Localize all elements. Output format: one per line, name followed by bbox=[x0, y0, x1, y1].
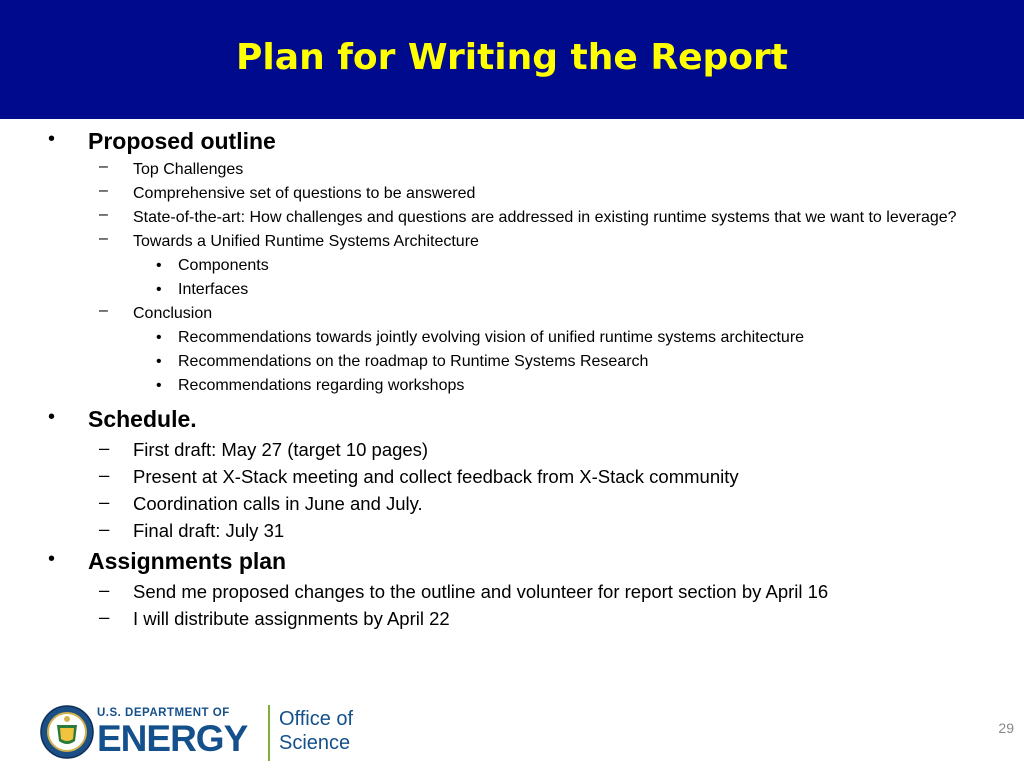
dash-icon: – bbox=[99, 206, 108, 223]
dash-icon: – bbox=[99, 302, 108, 319]
slide-content bbox=[0, 124, 1024, 632]
list-item bbox=[0, 206, 1024, 230]
sub-list-item bbox=[0, 374, 1024, 398]
doe-wordmark bbox=[97, 707, 247, 758]
sub-list-item-text: Components bbox=[178, 257, 269, 274]
office-line-1: Office of bbox=[279, 708, 354, 730]
list-item-text: Send me proposed changes to the outline and volunteer for report section by April 16 bbox=[133, 581, 829, 602]
dept-line: U.S. DEPARTMENT OF bbox=[97, 707, 230, 719]
sub-list-item-text: Recommendations towards jointly evolving vision of unified runtime systems architecture bbox=[178, 329, 805, 346]
energy-word: ENERGY bbox=[97, 718, 248, 759]
dash-icon: – bbox=[99, 464, 110, 485]
bullet-icon: • bbox=[48, 128, 56, 150]
list-item bbox=[0, 463, 1024, 490]
list-item bbox=[0, 302, 1024, 326]
bullet-icon: • bbox=[48, 406, 56, 428]
list-item-text: Top Challenges bbox=[133, 161, 244, 178]
doe-seal-icon bbox=[40, 703, 94, 761]
section-heading: Schedule. bbox=[88, 406, 197, 432]
page-number: 29 bbox=[998, 720, 1014, 736]
slide-title: Plan for Writing the Report bbox=[236, 37, 788, 78]
list-item-text: I will distribute assignments by April 22 bbox=[133, 608, 450, 629]
list-item bbox=[0, 517, 1024, 544]
sub-list-item bbox=[0, 278, 1024, 302]
section-assignments bbox=[0, 544, 1024, 578]
dash-icon: – bbox=[99, 158, 108, 175]
list-item-text: Conclusion bbox=[133, 305, 213, 322]
section-heading: Assignments plan bbox=[88, 548, 287, 574]
section-heading: Proposed outline bbox=[88, 128, 276, 154]
sub-list-item bbox=[0, 326, 1024, 350]
list-item-text: Present at X-Stack meeting and collect feedback from X-Stack community bbox=[133, 466, 739, 487]
list-item-text: Coordination calls in June and July. bbox=[133, 493, 423, 514]
sub-list-item-text: Recommendations on the roadmap to Runtime Systems Research bbox=[178, 353, 649, 370]
office-line-2: Science bbox=[279, 732, 351, 754]
list-item bbox=[0, 490, 1024, 517]
bullet-icon: • bbox=[48, 548, 56, 570]
list-item-text: Final draft: July 31 bbox=[133, 520, 285, 541]
doe-office-of-science-logo bbox=[40, 703, 370, 763]
dash-icon: – bbox=[99, 437, 110, 458]
dash-icon: – bbox=[99, 518, 110, 539]
dash-icon: – bbox=[99, 491, 110, 512]
dash-icon: – bbox=[99, 182, 108, 199]
bullet-icon: • bbox=[156, 329, 162, 346]
list-item-text: First draft: May 27 (target 10 pages) bbox=[133, 439, 429, 460]
dash-icon: – bbox=[99, 606, 110, 627]
bullet-icon: • bbox=[156, 281, 162, 298]
list-item-text: Towards a Unified Runtime Systems Architecture bbox=[133, 233, 479, 250]
list-item-text: State-of-the-art: How challenges and questions are addressed in existing runtime systems that we want to leverage? bbox=[133, 209, 957, 226]
office-of-science-text bbox=[279, 707, 353, 755]
list-item bbox=[0, 605, 1024, 632]
section-schedule bbox=[0, 402, 1024, 436]
sub-list-item-text: Recommendations regarding workshops bbox=[178, 377, 465, 394]
sub-list-item bbox=[0, 254, 1024, 278]
list-item bbox=[0, 182, 1024, 206]
list-item bbox=[0, 578, 1024, 605]
list-item bbox=[0, 436, 1024, 463]
title-bar bbox=[0, 0, 1024, 119]
bullet-icon: • bbox=[156, 377, 162, 394]
logo-divider bbox=[268, 705, 270, 761]
bullet-icon: • bbox=[156, 257, 162, 274]
bullet-icon: • bbox=[156, 353, 162, 370]
list-item bbox=[0, 230, 1024, 254]
sub-list-item-text: Interfaces bbox=[178, 281, 249, 298]
dash-icon: – bbox=[99, 230, 108, 247]
list-item-text: Comprehensive set of questions to be answered bbox=[133, 185, 476, 202]
section-proposed-outline bbox=[0, 124, 1024, 158]
list-item bbox=[0, 158, 1024, 182]
dash-icon: – bbox=[99, 579, 110, 600]
sub-list-item bbox=[0, 350, 1024, 374]
